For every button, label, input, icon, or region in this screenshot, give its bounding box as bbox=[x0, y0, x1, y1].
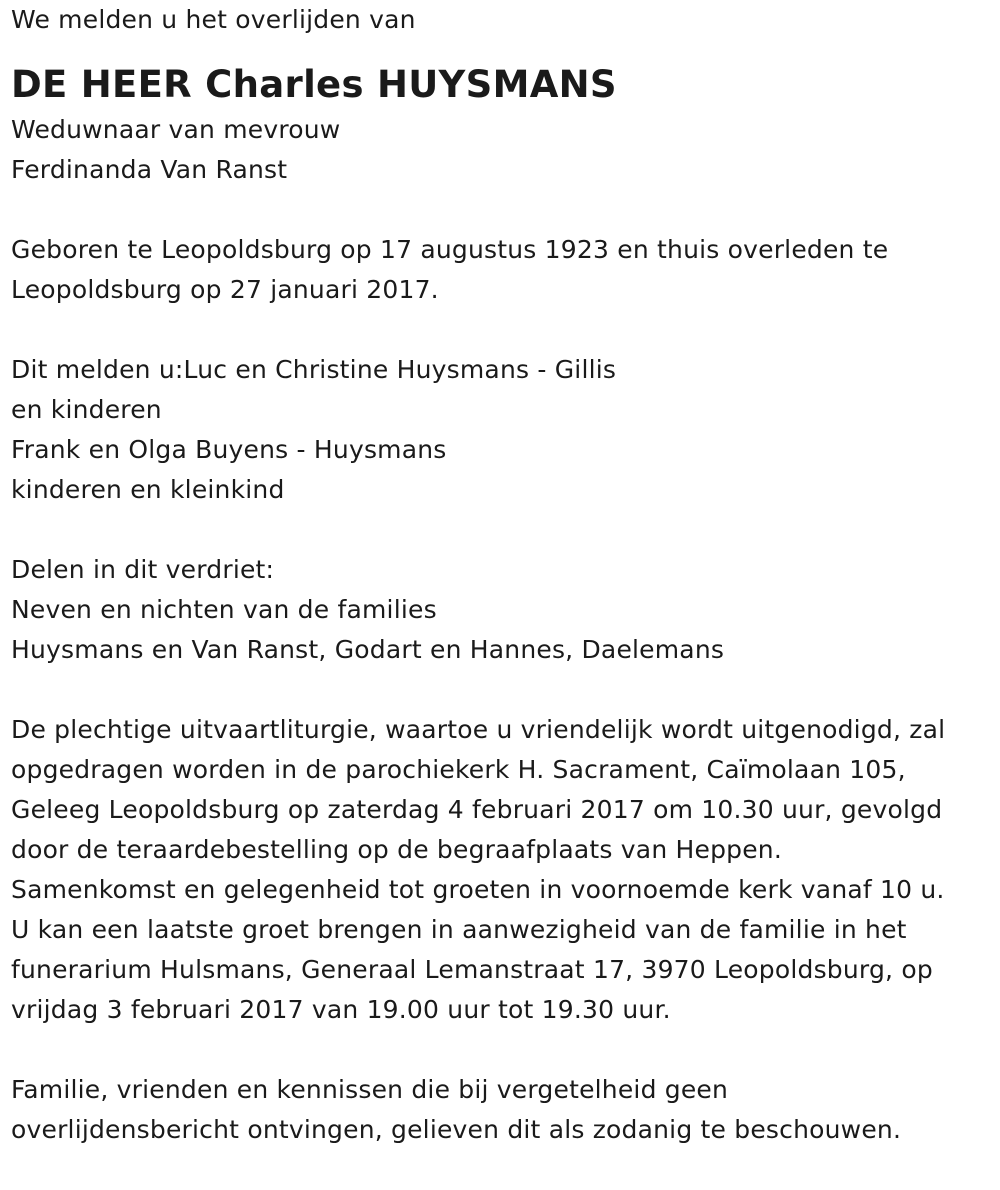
closing-line: overlijdensbericht ontvingen, gelieven dit als zodanig te beschouwen. bbox=[11, 1115, 902, 1144]
spouse-section bbox=[11, 110, 996, 190]
funeral-line: funerarium Hulsmans, Generaal Lemanstraat 17, 3970 Leopoldsburg, op bbox=[11, 955, 933, 984]
announced-by-line: Frank en Olga Buyens - Huysmans bbox=[11, 435, 447, 464]
spacer bbox=[11, 310, 996, 350]
closing-line: Familie, vrienden en kennissen die bij vergetelheid geen bbox=[11, 1075, 729, 1104]
deceased-name: DE HEER Charles HUYSMANS bbox=[11, 63, 617, 106]
funeral-line: U kan een laatste groet brengen in aanwezigheid van de familie in het bbox=[11, 915, 907, 944]
birth-death-line: Geboren te Leopoldsburg op 17 augustus 1923 en thuis overleden te bbox=[11, 235, 889, 264]
funeral-line: Geleeg Leopoldsburg op zaterdag 4 februari 2017 om 10.30 uur, gevolgd bbox=[11, 795, 943, 824]
sharing-grief-line: Neven en nichten van de families bbox=[11, 595, 437, 624]
announced-by-line: Dit melden u:Luc en Christine Huysmans - Gillis bbox=[11, 355, 617, 384]
sharing-grief-line: Huysmans en Van Ranst, Godart en Hannes, Daelemans bbox=[11, 635, 725, 664]
spouse-line: Ferdinanda Van Ranst bbox=[11, 155, 288, 184]
funeral-line: opgedragen worden in de parochiekerk H. Sacrament, Caïmolaan 105, bbox=[11, 755, 906, 784]
sharing-grief-line: Delen in dit verdriet: bbox=[11, 555, 275, 584]
funeral-line: Samenkomst en gelegenheid tot groeten in voornoemde kerk vanaf 10 u. bbox=[11, 875, 945, 904]
spacer bbox=[11, 510, 996, 550]
funeral-line: door de teraardebestelling op de begraafplaats van Heppen. bbox=[11, 835, 782, 864]
spacer bbox=[11, 40, 996, 60]
spacer bbox=[11, 670, 996, 710]
closing-section bbox=[11, 1070, 996, 1150]
announced-by-section bbox=[11, 350, 996, 510]
sharing-grief-section bbox=[11, 550, 996, 670]
announced-by-line: kinderen en kleinkind bbox=[11, 475, 285, 504]
birth-death-section bbox=[11, 230, 996, 310]
funeral-line: De plechtige uitvaartliturgie, waartoe u vriendelijk wordt uitgenodigd, zal bbox=[11, 715, 946, 744]
intro-text: We melden u het overlijden van bbox=[11, 5, 416, 34]
spouse-line: Weduwnaar van mevrouw bbox=[11, 115, 341, 144]
birth-death-line: Leopoldsburg op 27 januari 2017. bbox=[11, 275, 439, 304]
spacer bbox=[11, 1030, 996, 1070]
funeral-line: vrijdag 3 februari 2017 van 19.00 uur tot 19.30 uur. bbox=[11, 995, 671, 1024]
spacer bbox=[11, 190, 996, 230]
funeral-section bbox=[11, 710, 996, 1030]
announced-by-line: en kinderen bbox=[11, 395, 162, 424]
death-notice bbox=[11, 0, 996, 1150]
